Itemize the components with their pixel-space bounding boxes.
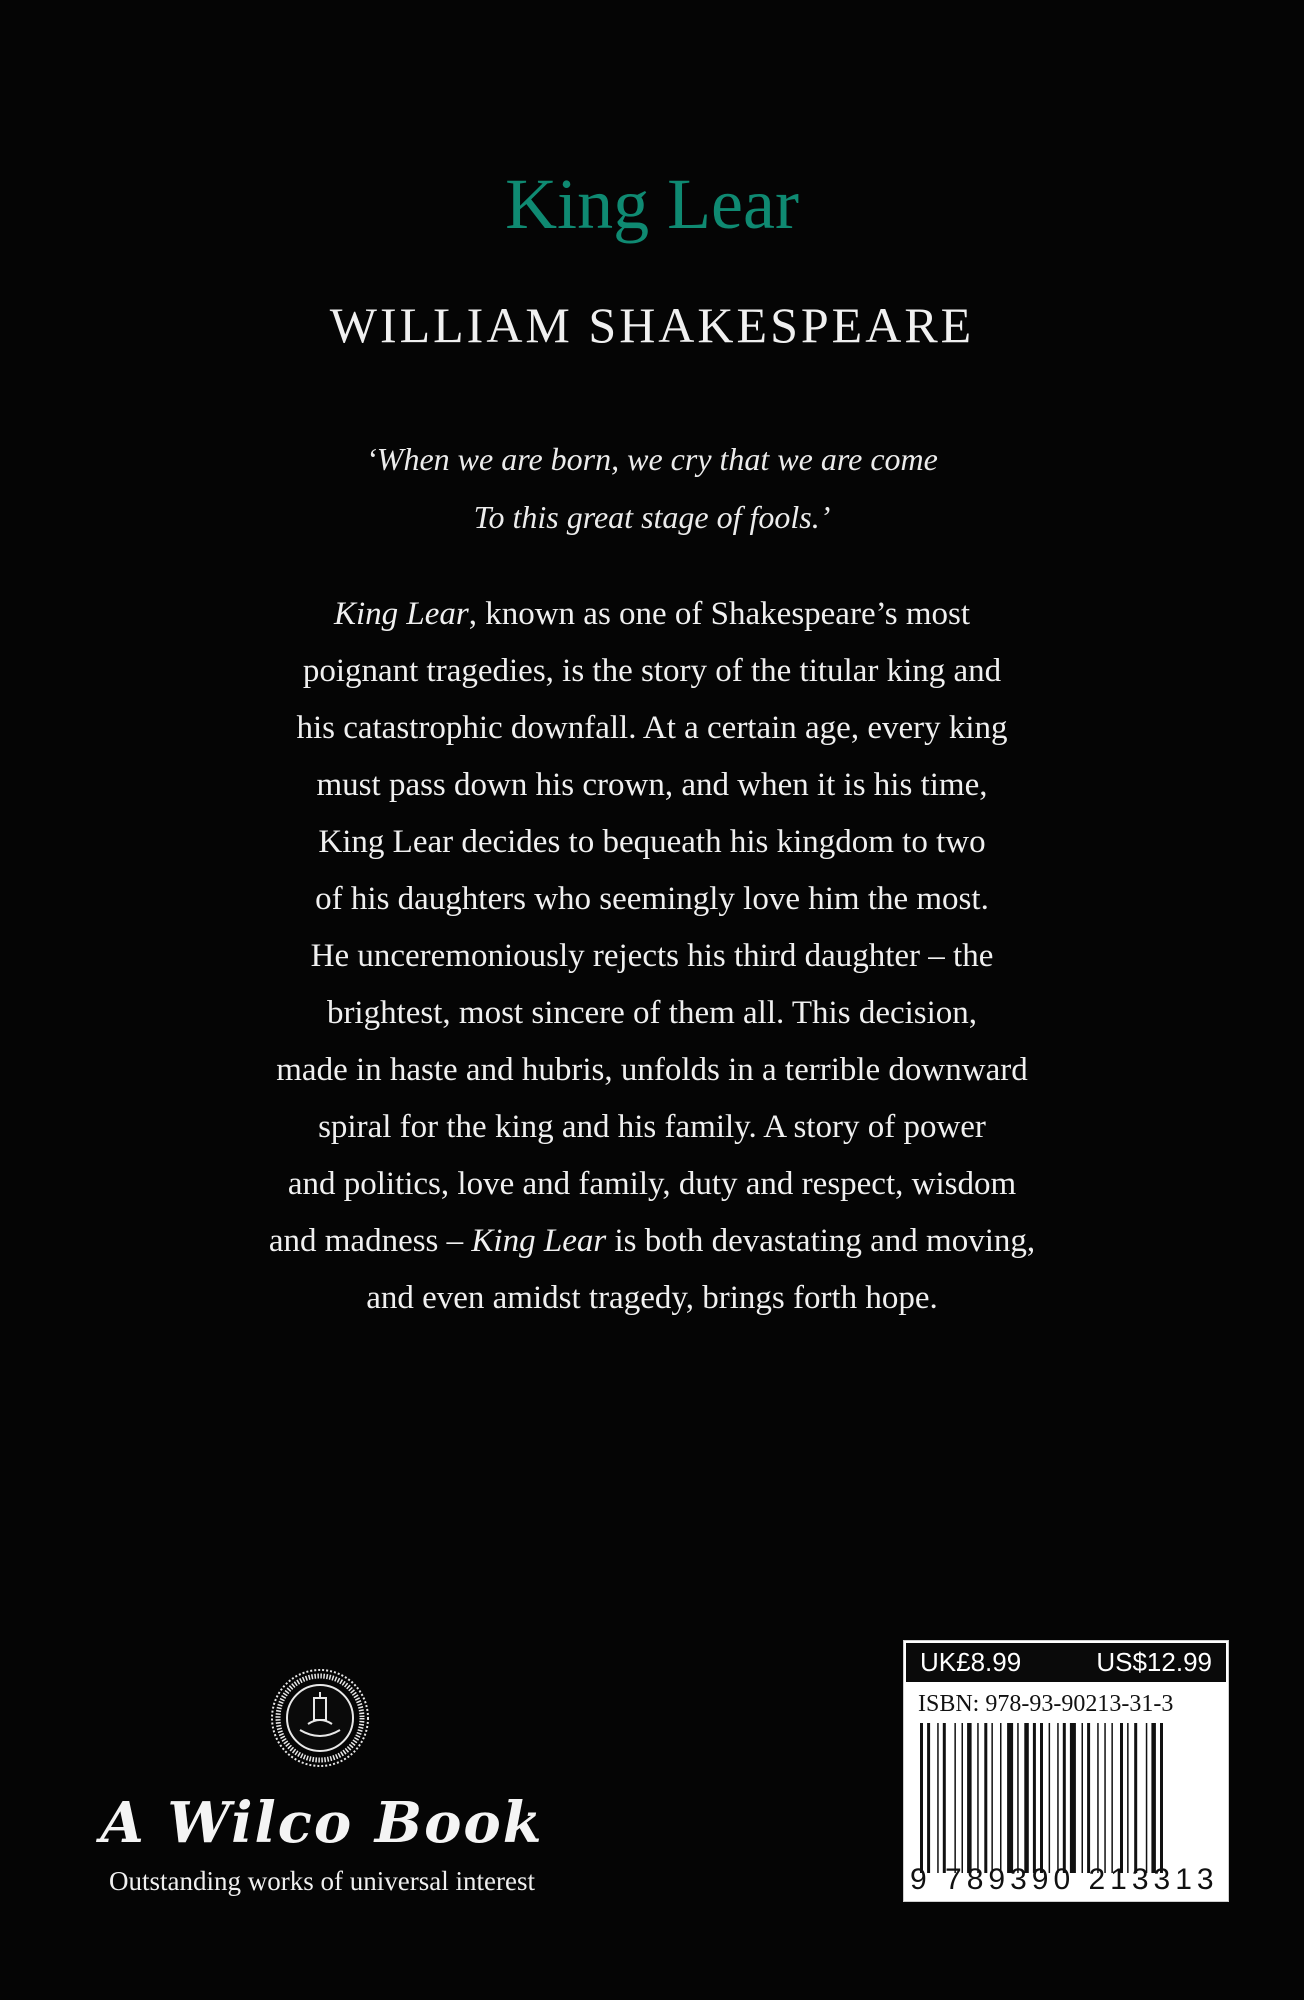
barcode-bar xyxy=(1111,1723,1113,1873)
barcode-bar xyxy=(1087,1723,1090,1873)
barcode-bar xyxy=(1007,1723,1013,1873)
blurb-line: and politics, love and family, duty and respect, wisdom xyxy=(287,1166,1017,1202)
barcode-bar xyxy=(1063,1723,1066,1873)
barcode-bar xyxy=(967,1723,972,1873)
barcode-bar xyxy=(1070,1723,1076,1873)
barcode-image xyxy=(916,1723,1216,1873)
barcode-bar xyxy=(1057,1723,1059,1873)
blurb-line: his catastrophic downfall. At a certain age, every king xyxy=(296,710,1008,746)
blurb-line: poignant tragedies, is the story of the titular king and xyxy=(302,653,1002,689)
barcode-bar xyxy=(1024,1723,1029,1873)
barcode-bar xyxy=(1151,1723,1156,1873)
blurb-line: brightest, most sincere of them all. This decision, xyxy=(326,995,978,1031)
isbn-text: ISBN: 978-93-90213-31-3 xyxy=(918,1691,1174,1717)
barcode-bar xyxy=(1040,1723,1043,1873)
barcode-bar xyxy=(1049,1723,1051,1873)
epigraph-quote xyxy=(0,430,1304,546)
barcode-bar xyxy=(1146,1723,1148,1873)
barcode-bar xyxy=(937,1723,939,1873)
blurb-line: of his daughters who seemingly love him the most. xyxy=(315,881,989,917)
blurb-line: made in haste and hubris, unfolds in a terrible downward xyxy=(276,1052,1028,1088)
price-bar xyxy=(904,1641,1228,1684)
barcode-digits: 9 789390 213313 xyxy=(910,1863,1219,1896)
publisher-name: A Wilco Book xyxy=(100,1790,544,1856)
barcode-bar xyxy=(977,1723,979,1873)
barcode-bar xyxy=(1082,1723,1084,1873)
barcode-bar xyxy=(1160,1723,1163,1873)
quote-line: ‘When we are born, we cry that we are come xyxy=(366,441,938,477)
book-author: WILLIAM SHAKESPEARE xyxy=(329,297,975,353)
barcode-bar xyxy=(1033,1723,1036,1873)
barcode-bar xyxy=(920,1723,923,1873)
wilco-emblem-icon xyxy=(270,1668,370,1768)
barcode-bar xyxy=(1127,1723,1129,1873)
barcode-bar xyxy=(991,1723,993,1873)
barcode-bar xyxy=(1097,1723,1099,1873)
book-blurb xyxy=(0,586,1304,1327)
blurb-line: He unceremoniously rejects his third daughter – the xyxy=(310,938,994,974)
blurb-line: King Lear, known as one of Shakespeare’s most xyxy=(333,596,971,632)
barcode-bar xyxy=(954,1723,956,1873)
barcode-panel xyxy=(903,1640,1229,1902)
barcode-bar xyxy=(943,1723,946,1873)
blurb-title-ref: King Lear xyxy=(471,1223,607,1259)
price-us: US$12.99 xyxy=(1096,1647,1212,1677)
price-uk: UK£8.99 xyxy=(920,1647,1022,1677)
barcode-bar xyxy=(1120,1723,1123,1873)
barcode-bar xyxy=(1017,1723,1019,1873)
barcode-bar xyxy=(1104,1723,1106,1873)
publisher-tagline: Outstanding works of universal interest xyxy=(109,1866,535,1896)
blurb-line: spiral for the king and his family. A story of power xyxy=(318,1109,986,1145)
barcode-bar xyxy=(984,1723,987,1873)
blurb-line: and even amidst tragedy, brings forth hope. xyxy=(366,1280,938,1316)
blurb-line: and madness – King Lear is both devastating and moving, xyxy=(268,1223,1036,1259)
blurb-line: must pass down his crown, and when it is his time, xyxy=(316,767,988,803)
barcode-bar xyxy=(962,1723,964,1873)
barcode-bar xyxy=(1134,1723,1137,1873)
book-title: King Lear xyxy=(505,164,799,244)
blurb-title-ref: King Lear xyxy=(333,596,469,632)
blurb-line: King Lear decides to bequeath his kingdom to two xyxy=(318,824,986,860)
barcode-bar xyxy=(1000,1723,1002,1873)
barcode-bar xyxy=(927,1723,930,1873)
quote-line: To this great stage of fools.’ xyxy=(473,499,831,535)
